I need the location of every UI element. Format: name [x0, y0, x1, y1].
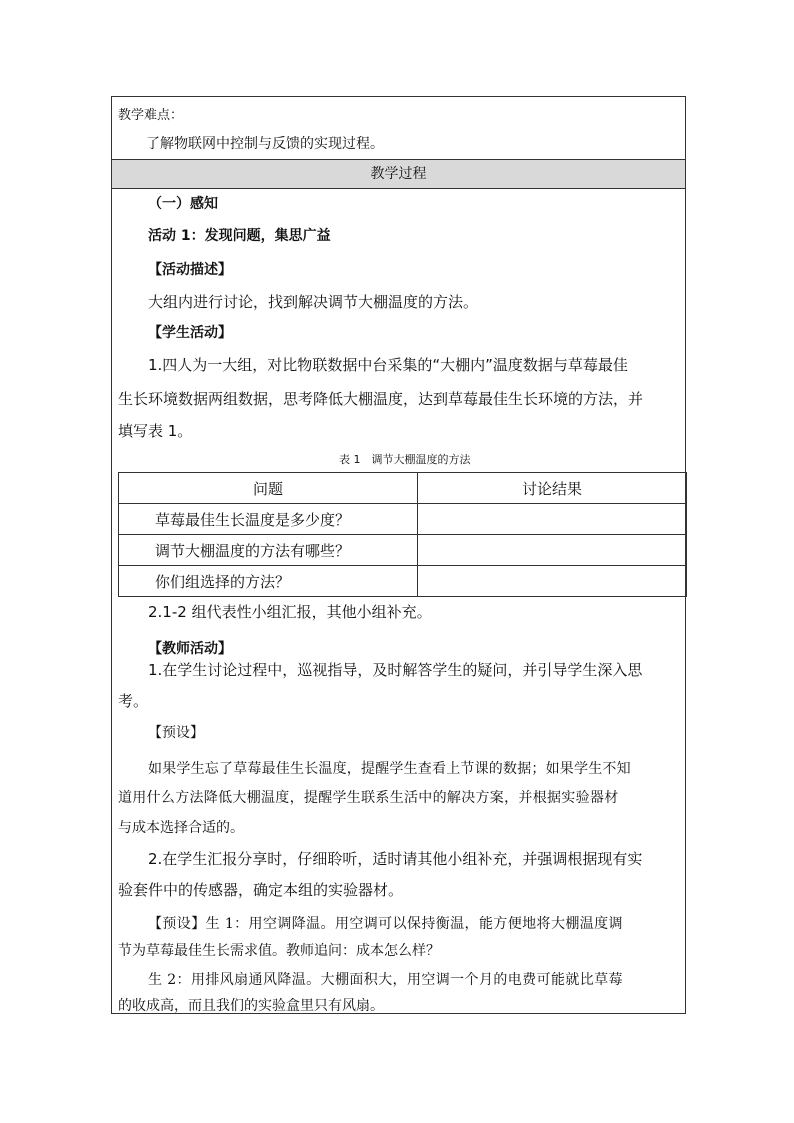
table-cell-question: 草莓最佳生长温度是多少度？: [119, 504, 418, 535]
student-line: 填写表 1。: [118, 422, 193, 440]
activity-title: 活动 1：发现问题，集思广益: [148, 228, 331, 244]
preset-heading: 【预设】: [148, 725, 204, 741]
difficulty-content: 了解物联网中控制与反馈的实现过程。: [146, 136, 384, 152]
desc-heading: 【活动描述】: [148, 262, 232, 278]
preset2-line: 生 2：用排风扇通风降温。大棚面积大，用空调一个月的电费可能就比草莓: [148, 972, 623, 988]
process-header: 教学过程: [112, 159, 685, 189]
teacher-heading: 【教师活动】: [148, 641, 232, 657]
teacher-line-2: 2.在学生汇报分享时，仔细聆听，适时请其他小组补充，并强调根据现有实: [148, 850, 643, 868]
preset-line: 与成本选择合适的。: [118, 820, 244, 836]
table-header-cell: 问题: [119, 473, 418, 504]
methods-table: [118, 472, 687, 597]
desc-text: 大组内进行讨论，找到解决调节大棚温度的方法。: [148, 293, 479, 311]
teacher-line: 考。: [118, 692, 149, 710]
preset-line: 道用什么方法降低大棚温度，提醒学生联系生活中的解决方案，并根据实验器材: [118, 790, 619, 806]
preset2-line: 节为草莓最佳生长需求值。教师追问：成本怎么样？: [118, 943, 440, 959]
teacher-line: 1.在学生讨论过程中，巡视指导，及时解答学生的疑问，并引导学生深入思: [148, 661, 643, 679]
section-title: （一）感知: [148, 196, 218, 212]
table-header-cell: 讨论结果: [418, 473, 687, 504]
table-row: [119, 504, 687, 535]
table-row: [119, 566, 687, 597]
student-line: 1.四人为一大组，对比物联数据中台采集的“大棚内”温度数据与草莓最佳: [148, 356, 628, 374]
table-header-row: [119, 473, 687, 504]
student-line-2: 2.1-2 组代表性小组汇报，其他小组补充。: [148, 603, 432, 621]
student-line: 生长环境数据两组数据，思考降低大棚温度，达到草莓最佳生长环境的方法，并: [118, 390, 644, 408]
preset2-line: 的收成高，而且我们的实验盒里只有风扇。: [118, 998, 384, 1014]
preset-line: 如果学生忘了草莓最佳生长温度，提醒学生查看上节课的数据；如果学生不知: [148, 761, 631, 777]
student-heading: 【学生活动】: [148, 325, 232, 341]
table-cell-question: 你们组选择的方法？: [119, 566, 418, 597]
teacher-line-2: 验套件中的传感器，确定本组的实验器材。: [118, 881, 404, 899]
table-row: [119, 535, 687, 566]
table-cell-answer: [418, 535, 687, 566]
difficulty-label: 教学难点：: [118, 108, 184, 123]
preset2-line: 【预设】生 1：用空调降温。用空调可以保持衡温，能方便地将大棚温度调: [148, 916, 623, 932]
table-caption: 表 1 调节大棚温度的方法: [339, 453, 471, 466]
table-cell-answer: [418, 566, 687, 597]
table-cell-answer: [418, 504, 687, 535]
table-cell-question: 调节大棚温度的方法有哪些？: [119, 535, 418, 566]
